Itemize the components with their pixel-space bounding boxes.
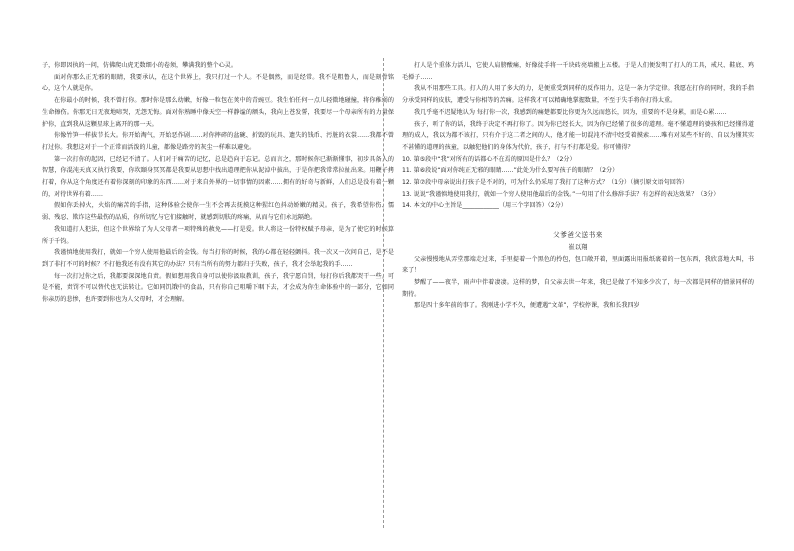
question-11: 11. 第⑥段说“面对你纯正无邪的眼睛……”此处为什么要写孩子的眼睛？（2分） — [402, 167, 619, 175]
question-14: 14. 本文的中心主旨是____________（用三个字回答）（2分） — [402, 202, 567, 210]
paragraph: 子，你即因执的一问，仿佛爬山虎无数细小的卷须，攀满我的整个心灵。 — [42, 62, 237, 69]
left-column — [42, 60, 394, 306]
paragraph: 梦醒了——夜半，雨声中伴着凄凄。这样的梦，自父亲去世一年来，我已是做了不知多少次了，每一次都是同样的情景同样的期待。 — [402, 278, 754, 298]
paragraph: 面对你那么正无邪的眼睛，我要承认，在这个世界上，我只打过一个人。不是偶然，而是经常。我不是粗鲁人，而是刻骨铭心，这个人就是你。 — [42, 73, 394, 93]
essay-title: 父爹爸父送书来 — [553, 231, 603, 240]
paragraph: 第一次打你的起因，已经记不清了。人们对于痛苦的记忆，总是趋向于忘记。总而言之，那时候你已渐渐懂事，初步具备人的智慧，你混沌天真又执行我要，你坎颐身冥冥都是我要从思想中找出道理把你从泥淖中拔出，于是你把我常常拉扯出来。用鞭子拷打着，你从这个角度还有着你深刻的印象的东西……对于来自外界的一切事情的因素……拥有的好奇与新鲜，人们总是没有着一颗的，对待世界有着…… — [42, 155, 394, 198]
question-10: 10. 第⑤段中“我”对所有的话都心不在焉的原因是什么？（2分） — [402, 155, 576, 163]
paragraph: 我几乎毫不迟疑地认为 每打你一次，我感到的痛楚都要比你更为久远而悠长，因为，重要的不是身累，而是心累…… — [414, 108, 727, 116]
paragraph: 父亲慢慢地从弄堂那端走过来，手里提着一个黑色的拎包，包口敞开着，里面露出用报纸裹着的一包东西，我欣喜地大叫，书来了！ — [402, 255, 754, 275]
column-divider — [383, 58, 384, 528]
question-13: 13. 说说“我谨慎地使用我打，就如一个穷人使用他最后的金钱。”一句用了什么修辞手法？有怎样的表达效果？（3分） — [402, 190, 720, 198]
paragraph: 你像竹笋一样拔节长大。你开始淘气，开始恶作剧……对你摔碎的盆碗、折毁的玩具、遗失的钱币、污脏的衣裳……我都不曾打过你。我想这对于一个正常而活泼的儿童，都像是路旁的灰尘一样难以避免。 — [42, 132, 394, 151]
essay-author: 崔以翔 — [568, 243, 588, 251]
question-12: 12. 第⑦段中母亲说出打孩子是不对的，可为什么仍采用了我打了这种方式？（1分）（摘引原文语句回答） — [402, 179, 689, 187]
paragraph: 每一次打过你之后，我都要深深地自责。假如想用我自身可以使你汲取教训，孩子，我宁愿自罚，每打你后我都哭干一些。可是不能，责罚不可以替代也无法转让。它如同饥饿中的食品，只有你自己咀嚼下咽下去，才会成为你生命体验中的一部分，它如同你亲历的悲惨，也许要到你也为人父母时，才会理解。 — [42, 272, 394, 304]
paragraph: 那是四十多年前的事了。我刚进小学不久，便遭遇“文革”，学校停课，我和长我四岁 — [414, 302, 640, 310]
paragraph: 孩子，听了你的话，我终于决定不再打你了。因为你已经长大，因为你已经懂了很多的道理。毫不懂道理的婆孩和已经懂得道理的成人，我以为都不该打，只有介于这二者之间的人，他才能一切混沌不清中经受着摸索……唯有对某些不好的、自以为懂其实不甚懂的道理的孩童，以触犯他们的身体为代价，孩子，打与不打都是爱。你可懂得？ — [402, 120, 754, 151]
paragraph: 我从不用那些工具。打人的人用了多大的力，是便重受到同样的反作用力，这是一条力学定律。我愿在打你的同时，我的手指分承受同样的皮肤，遭受与你相等的苦痛。这样我才可以精确地掌握数量，不至于失手将你打得太重。 — [402, 85, 754, 105]
paragraph: 假如你丢掉火，火焰的痛苦的手指，这种体验会使你一生不会再去抚摸这种猩红色抖动娇嫩的精灵。孩子，我希望你伤、懦弱、残忍、欺诈这些最伤的品质，你所切忆与它们接触时，就感到切肤的疼痛，从而与它们永远隔绝。 — [42, 202, 394, 222]
right-column — [402, 60, 754, 312]
paragraph: 我谨慎地使用我打，就如一个穷人使用他最后的金钱。每当打你的时候，我的心都在轻轻颤抖。我一次又一次问自己，是不是到了非打不可的时候？不打他我还有没有其它的办法？只有当所有的努力都归于失败，孩子，我才会举起我的手…… — [42, 249, 394, 268]
paragraph: 在你最小的时候，我不曾打你。那时你是那么幼嫩，好像一粒包在荚中的青豌豆。我生怕任何一点儿轻微地碰撞，将你稚弱的生命擦伤。你那无日无夜地啼哭，无怨无悔。面对你熟睡中像天空一样静谧的额头，我向上苍发誓，我要尽一个母亲所有的力量保护你，直到我从这颗星球上离开的那一天。 — [42, 97, 394, 128]
paragraph: 我知道打人犯法，但这个世界给了为人父母者一项特殊的赦免——打是爱。世人将这一份特权赋予母亲，是为了使它的时候算所于千钧。 — [42, 225, 394, 245]
paragraph: 打人是个重体力活儿，它使人肩膀酸痛，好像徒手将一千块砖亮墙搬上五楼。于是人们便发明了打人的工具，戒尺、鞋底、鸡毛掸子…… — [402, 62, 754, 81]
